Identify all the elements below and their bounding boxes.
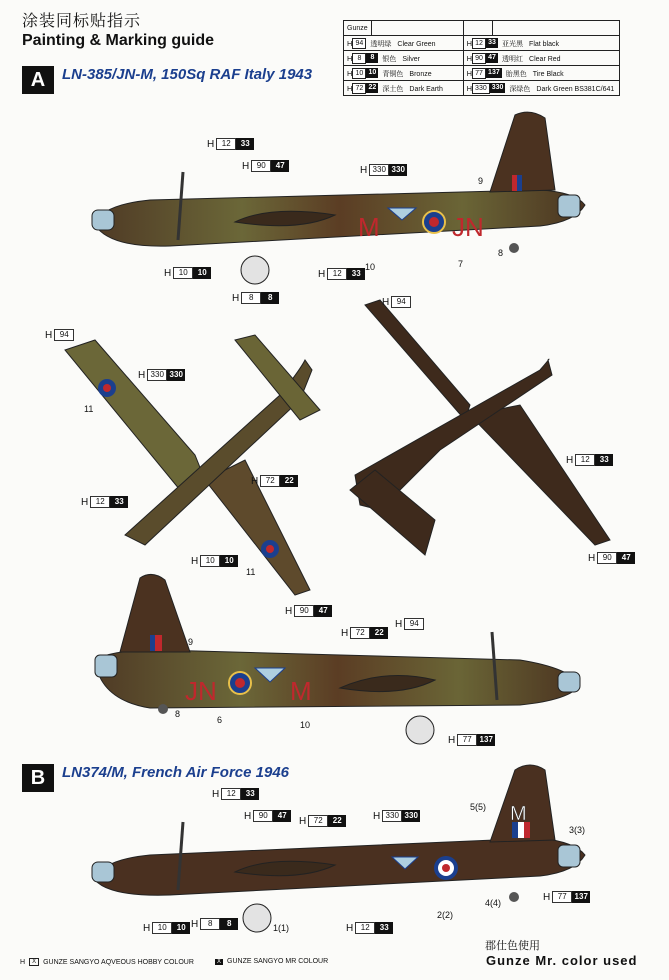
title-english: Painting & Marking guide [22,32,215,49]
callout: H 12 33 [81,496,128,508]
decal-number: 9 [188,637,194,647]
decal-number: 5(5) [470,802,487,812]
callout: H 77 137 [448,734,495,746]
callout: H 12 33 [207,138,254,150]
footer-aqueous: H X GUNZE SANGYO AQVEOUS HOBBY COLOUR [20,958,194,966]
scheme-a-badge: A [22,66,54,94]
callout: H 90 47 [242,160,289,172]
code-jn: JN [452,212,484,242]
aircraft-a-underside-view [350,300,610,555]
decal-number: 8 [498,248,504,258]
legend-row: H 10 10 青铜色 Bronze H 77 137 胎黑色 Tire Black [344,66,620,81]
callout: H 77 137 [543,891,590,903]
decal-number: 8 [175,709,181,719]
aircraft-b-side [92,765,585,932]
callout: H 94 [382,296,439,308]
decal-number: 10 [365,262,376,272]
callout: H 10 10 [164,267,211,279]
decal-number: 11 [84,404,94,414]
gunze-used-en: Gunze Mr. color used [486,953,638,968]
callout: H 12 33 [566,454,613,466]
callout: H 90 47 [244,810,291,822]
callout: H 94 [45,329,102,341]
scheme-b-badge: B [22,764,54,792]
code-m-bottom: M [290,676,312,706]
aircraft-a-side-top [92,112,585,284]
callout: H 12 33 [346,922,393,934]
title-chinese: 涂装同标贴指示 [22,13,142,30]
callout: H 90 47 [588,552,635,564]
gunze-used-cn: 郡仕色使用 [485,940,540,952]
footer-mr: X GUNZE SANGYO MR COLOUR [217,958,329,965]
decal-number: 9 [478,176,484,186]
callout: H 72 22 [299,815,346,827]
callout: H 8 8 [232,292,279,304]
decal-number: 7 [458,259,464,269]
callout: H 330 330 [373,810,420,822]
legend-row: H 72 22 深土色 Dark Earth H 330 330 深绿色 Dark Green BS381C/641 [344,81,620,96]
legend-row: H 94 透明绿 Clear Green H 12 33 亚光黑 Flat black [344,36,620,51]
callout: H 330 330 [360,164,407,176]
callout: H 94 [395,618,452,630]
callout: H 330 330 [138,369,185,381]
code-jn-bottom: JN [185,676,217,706]
code-m: M [358,212,380,242]
decal-number: 1(1) [273,923,290,933]
callout: H 10 10 [191,555,238,567]
scheme-b-title: LN374/M, French Air Force 1946 [62,764,290,781]
decal-number: 11 [246,567,256,577]
callout: H 12 33 [212,788,259,800]
scheme-a-title: LN-385/JN-M, 150Sq RAF Italy 1943 [62,66,313,83]
legend-title: Gunze [344,21,372,36]
callout: H 10 10 [143,922,190,934]
callout: H 72 22 [341,627,388,639]
decal-number: 2(2) [437,910,454,920]
callout: H 72 22 [251,475,298,487]
decal-number: 3(3) [569,825,586,835]
decal-number: 10 [300,720,311,730]
callout: H 8 8 [191,918,238,930]
decal-number: 6 [217,715,223,725]
aircraft-a-side-bottom [95,574,580,744]
legend-row: H 8 8 银色 Silver H 90 47 透明红 Clear Red [344,51,620,66]
code-m-french: M [510,803,527,825]
callout: H 12 33 [318,268,365,280]
decal-number: 4(4) [485,898,502,908]
callout: H 90 47 [285,605,332,617]
